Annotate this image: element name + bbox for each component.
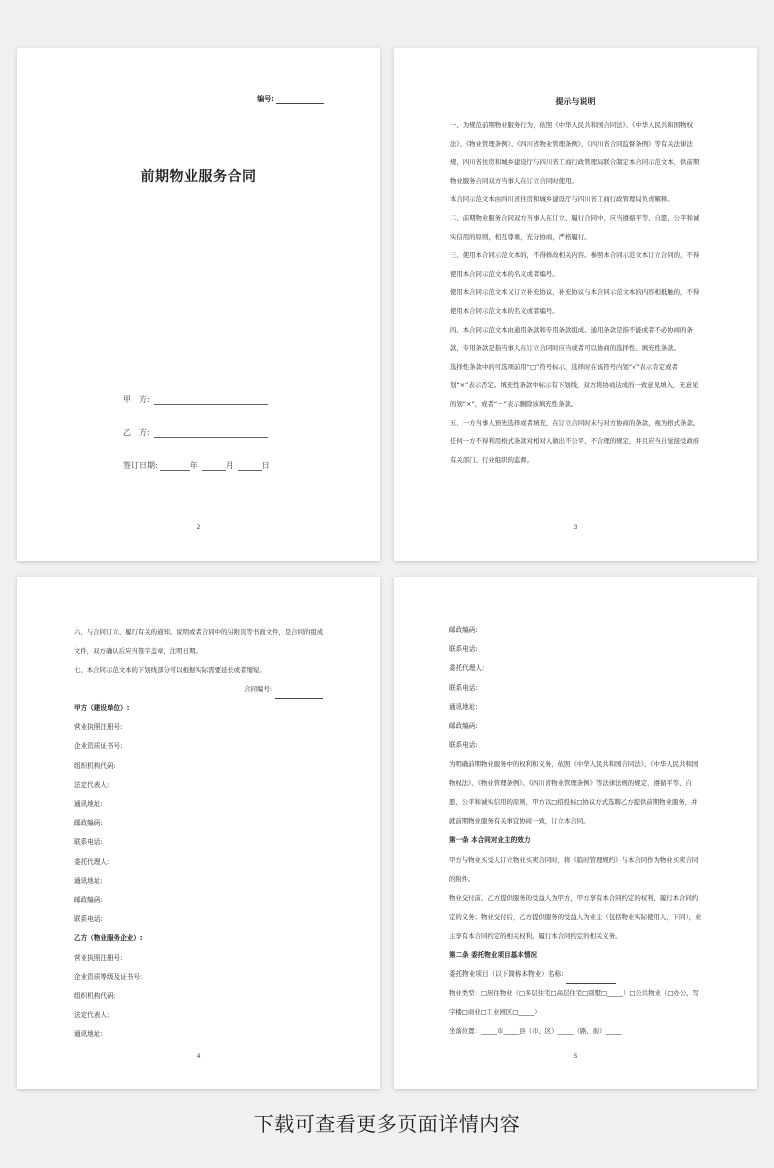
contract-number-row [74, 680, 325, 699]
party-a-field: 组织机构代码: [74, 761, 116, 770]
document-page-2 [17, 48, 380, 561]
party-a-heading: 甲方（建设单位）: [74, 704, 130, 712]
party-b-row [123, 427, 268, 438]
party-b-field: 企业资质等级及证书号: [74, 972, 143, 981]
party-b-field: 通讯地址: [74, 1030, 103, 1039]
page-number: 2 [196, 524, 201, 531]
party-a-field: 联系电话: [74, 838, 103, 847]
document-page-4 [17, 577, 380, 1089]
notice-paragraph: 二、前期物业服务合同双方当事人在订立、履行合同中，应当遵循平等、自愿、公平和诚实信用的原则，相互尊重，充分协商，严格履行。 [450, 213, 700, 241]
project-name-row [449, 965, 703, 984]
intro-paragraph: 为明确前期物业服务中的权利和义务，依照《中华人民共和国合同法》、《中华人民共和国物权法》、《物业管理条例》、《四川省物业管理条例》等法律法规的规定，遵循平等、自愿、公平和诚实信用的原则，甲方以□招投标□协议方式选聘乙方提供前期物业服务，并就前期物业服务有关事宜协商一致，订立本合同。 [449, 760, 699, 826]
page-number: 4 [196, 1053, 201, 1060]
party-field: 委托代理人: [449, 664, 485, 673]
notice-paragraph: 五、一方当事人预先选择或者填充，在订立合同时未与对方协商的条款，视为格式条款。任何一方不得利用格式条款对相对人做出不公平、不合理的规定，并且应当自觉接受政府有关部门、行业组织的监督。 [450, 418, 700, 464]
notice-paragraph: 选择性条款中的可选项前用“□”符号标示，选择时在该符号内划“√”表示肯定或者划“×”表示否定。填充性条款中标示有下划线，双方将协商达成的一致意见填入，无意见的划“×”，或者“－”表示删除该填充性条款。 [450, 362, 699, 408]
party-field: 邮政编码: [449, 722, 478, 731]
party-a-field: 联系电话: [74, 915, 103, 924]
party-a-field: 法定代表人: [74, 780, 110, 789]
year-blank [160, 461, 190, 471]
sign-date-label: 签订日期: [123, 461, 158, 470]
notice-paragraph: 七、本合同示范文本的下划线部分可以根据实际需要延长或者缩短。 [74, 666, 266, 674]
party-b-blank [154, 428, 268, 438]
party-a-blank [154, 395, 268, 405]
article-2-heading: 第二条 委托物业项目基本情况 [449, 950, 538, 959]
download-caption: 下载可查看更多页面详情内容 [253, 1112, 521, 1136]
document-page-5 [394, 577, 757, 1089]
notice-paragraph: 四、本合同示范文本由通用条款和专用条款组成。通用条款是指不能或者不必协商的条款，专用条款是指当事人在订立合同时应当或者可以协商的选择性、填充性条款。 [450, 325, 693, 353]
party-a-label: 甲 方: [123, 395, 150, 404]
day-blank [238, 461, 262, 471]
project-name-label: 委托物业项目（以下简称本物业）名称: [449, 969, 564, 978]
party-a-field: 通讯地址: [74, 876, 103, 885]
party-b-label: 乙 方: [123, 428, 150, 437]
notice-paragraph: 一、为规范前期物业服务行为，依照《中华人民共和国合同法》、《中华人民共和国物权法》、《物业管理条例》、《四川省物业管理条例》、《四川省合同监督条例》等有关法律法规，四川省住房和城乡建设厅与四川省工商行政管理局联合制定本合同示范文本，供前期物业服务合同双方当事人在订立合同时使用。 [450, 121, 700, 185]
party-a-field: 营业执照注册号: [74, 723, 123, 732]
notice-paragraph: 使用本合同示范文本又订立补充协议，补充协议与本合同示范文本的内容相抵触的，不得使用本合同示范文本的名义或者编号。 [450, 288, 700, 315]
page4-body [74, 623, 325, 1045]
contract-number-blank [275, 690, 323, 699]
party-field: 邮政编码: [449, 626, 478, 634]
article-1-heading: 第一条 本合同对业主的效力 [449, 836, 531, 845]
party-field: 联系电话: [449, 683, 478, 692]
notice-title: 提示与说明 [555, 97, 596, 106]
sign-date-row [123, 460, 270, 471]
party-b-field: 法定代表人: [74, 1011, 110, 1020]
contract-code-label: 编号: [257, 95, 274, 103]
notice-paragraph: 六、与合同订立、履行有关的通知、说明或者合同中的另附页等书面文件，是合同的组成文件，双方确认后应当签字盖章，注明日期。 [74, 628, 324, 655]
party-b-field: 组织机构代码: [74, 992, 116, 1001]
party-field: 联系电话: [449, 645, 478, 654]
page-number: 3 [573, 524, 578, 531]
contract-code-blank [276, 95, 324, 104]
party-a-field: 通讯地址: [74, 800, 103, 809]
page-number: 5 [573, 1053, 578, 1060]
month-blank [202, 461, 226, 471]
contract-number-label: 合同编号: [244, 685, 272, 693]
article-1-paragraph: 甲方与物业买受人订立物业买卖合同时，将《临时管理规约》与本合同作为物业买卖合同的附件。 [449, 855, 699, 883]
party-b-field: 营业执照注册号: [74, 953, 123, 962]
page5-body [449, 621, 703, 1041]
party-a-row [123, 394, 268, 405]
notice-paragraph: 本合同示范文本由四川省住房和城乡建设厅与四川省工商行政管理局负责解释。 [450, 195, 674, 204]
party-a-field: 委托代理人: [74, 857, 110, 866]
project-name-blank [566, 975, 616, 984]
notice-body [450, 116, 702, 469]
party-a-field: 邮政编码: [74, 896, 103, 905]
party-field: 通讯地址: [449, 702, 478, 711]
article-1-paragraph: 物业交付前，乙方提供服务的受益人为甲方，甲方享有本合同约定的权利，履行本合同约定的义务；物业交付后，乙方提供服务的受益人为业主（包括物业实际使用人，下同），业主享有本合同约定的相关权利，履行本合同约定的相关义务。 [449, 893, 702, 940]
year-label: 年 [189, 461, 198, 470]
document-page-3 [394, 48, 757, 561]
day-label: 日 [261, 461, 270, 470]
party-field: 联系电话: [449, 741, 478, 750]
party-b-heading: 乙方（物业服务企业）: [74, 934, 143, 943]
contract-code-row [257, 94, 324, 104]
property-type-row: 物业类型：□居住物业（□多层住宅□高层住宅□别墅□_____）□公共物业（□办公、写字楼□商业□工业园区□_____） [449, 989, 699, 1017]
party-a-field: 企业资质证书号: [74, 742, 123, 751]
month-label: 月 [225, 461, 234, 470]
party-a-field: 邮政编码: [74, 819, 103, 828]
contract-title: 前期物业服务合同 [140, 169, 257, 185]
location-row: 坐落位置：_____市_____县（市、区）_____（路、街）_____ [449, 1027, 622, 1036]
notice-paragraph: 三、使用本合同示范文本的，不得修改相关内容。参照本合同示范文本订立合同的，不得使用本合同示范文本的名义或者编号。 [450, 251, 700, 278]
